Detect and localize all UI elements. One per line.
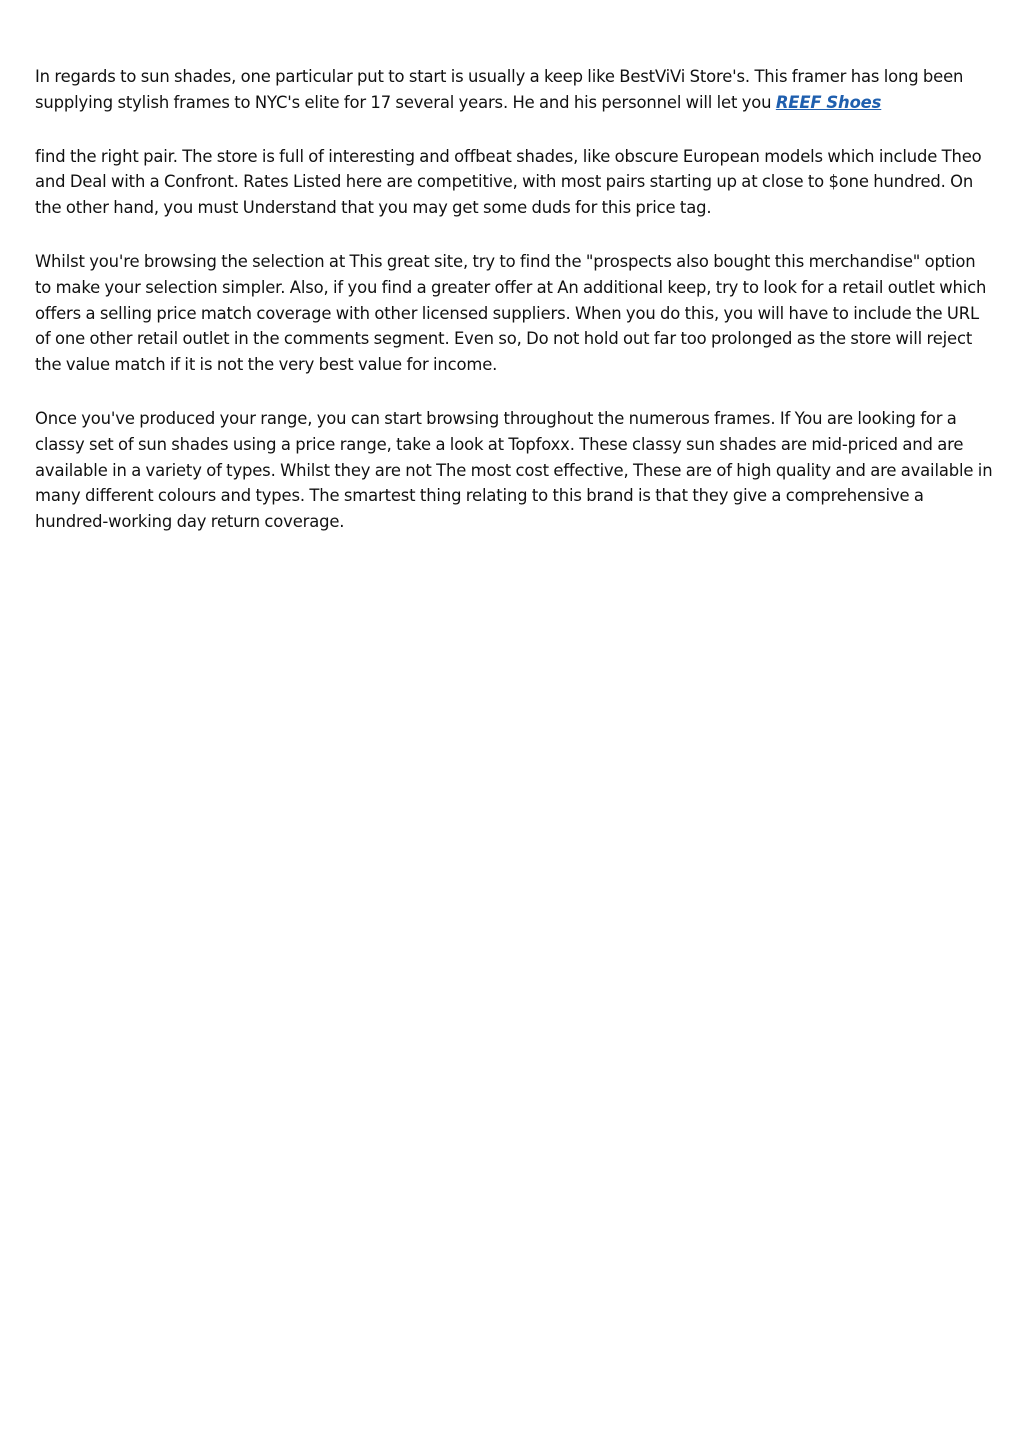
paragraph-1-text: In regards to sun shades, one particular put to start is usually a keep like BestViVi Store's. This framer has long been supplying stylish frames to NYC's elite for 17 several years. He and his personnel will let you (35, 67, 964, 112)
document-body (35, 64, 995, 563)
paragraph-1 (35, 64, 995, 116)
paragraph-4: Once you've produced your range, you can start browsing throughout the numerous frames. If You are looking for a classy set of sun shades using a price range, take a look at Topfoxx. These classy sun shades are mid-priced and are available in a variety of types. Whilst they are not The most cost effective, These are of high quality and are available in many different colours and types. The smartest thing relating to this brand is that they give a comprehensive a hundred-working day return coverage. (35, 408, 993, 532)
paragraph-3: Whilst you're browsing the selection at This great site, try to find the "prospects also bought this merchandise" option to make your selection simpler. Also, if you find a greater offer at An additional keep, try to look for a retail outlet which offers a selling price match coverage with other licensed suppliers. When you do this, you will have to include the URL of one other retail outlet in the comments segment. Even so, Do not hold out far too prolonged as the store will reject the value match if it is not the very best value for income. (35, 251, 987, 375)
reef-shoes-link[interactable]: REEF Shoes (775, 92, 882, 112)
paragraph-2: find the right pair. The store is full of interesting and offbeat shades, like obscure European models which include Theo and Deal with a Confront. Rates Listed here are competitive, with most pairs starting up at close to $one hundred. On the other hand, you must Understand that you may get some duds for this price tag. (35, 146, 982, 218)
